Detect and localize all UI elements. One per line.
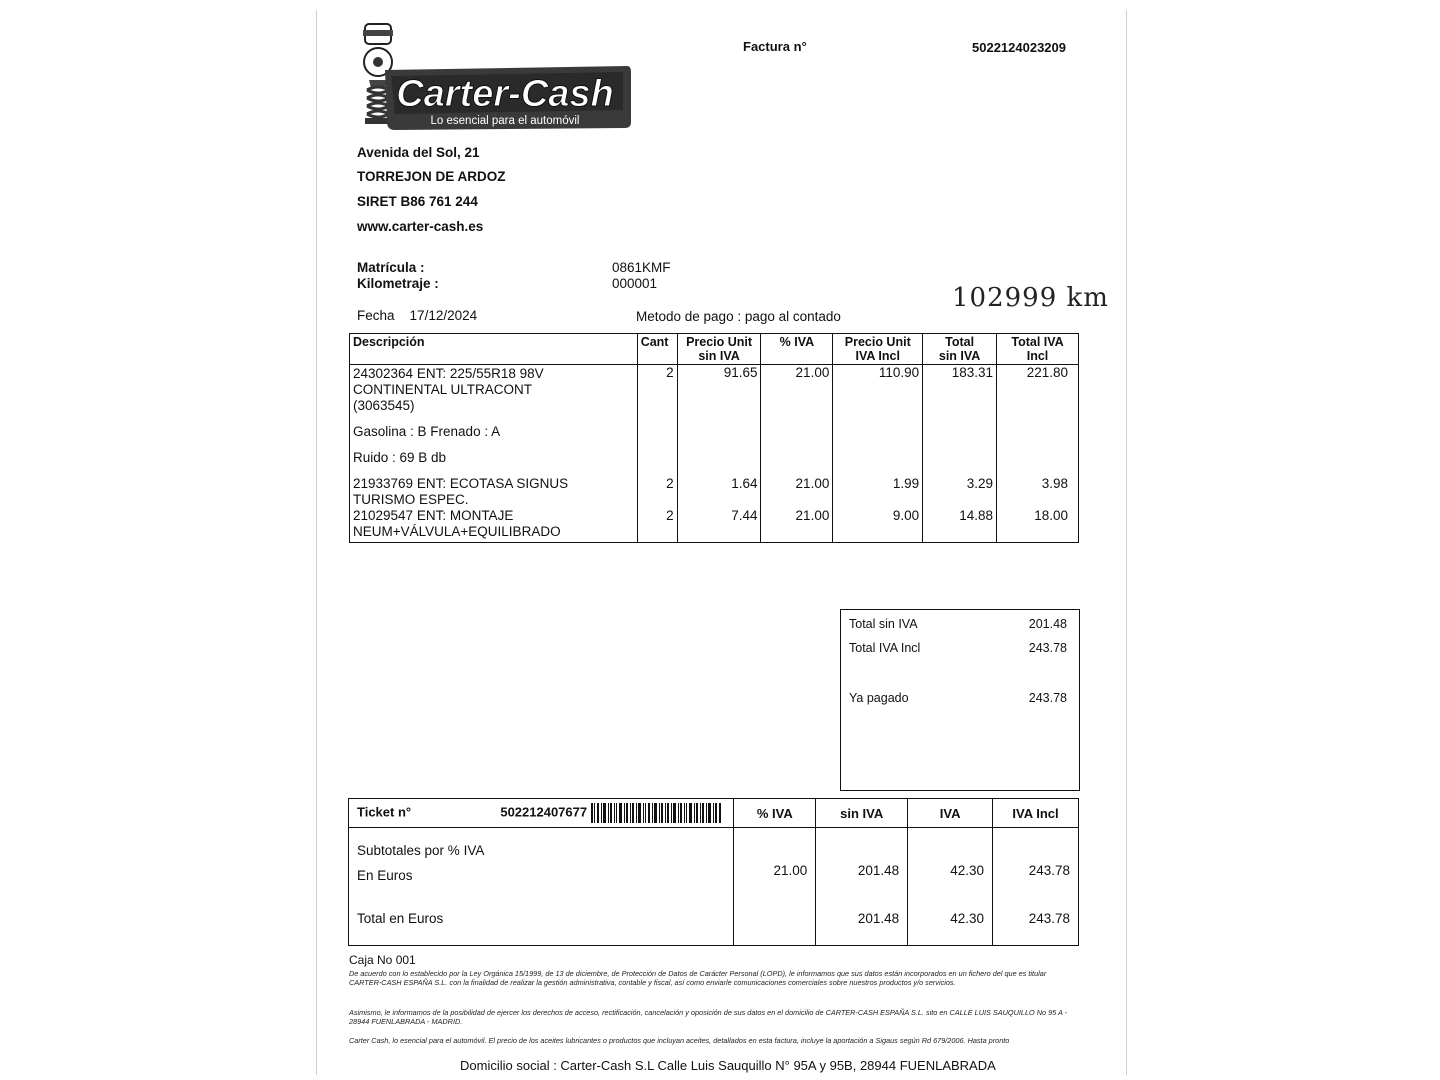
- paid-row: [849, 691, 1067, 705]
- invoice-number-label: Factura n°: [743, 39, 807, 54]
- total-inc-row: [849, 641, 1067, 655]
- company-city: TORREJON DE ARDOZ: [357, 169, 506, 184]
- total-ex-label: Total sin IVA: [849, 617, 918, 631]
- item-qty: 2: [637, 365, 677, 477]
- total-ex-row: [849, 617, 1067, 631]
- col-desc: Descripción: [350, 334, 638, 365]
- invoice-number: 5022124023209: [972, 40, 1066, 55]
- item-line: 21933769 ENT: ECOTASA SIGNUS: [353, 476, 569, 491]
- total-ex-value: 201.48: [1028, 617, 1067, 631]
- col-total-inc: Total IVA Incl: [997, 334, 1079, 365]
- item-unit-inc: 110.90: [833, 365, 923, 477]
- registered-office: Domicilio social : Carter-Cash S.L Calle Luis Sauquillo N° 95A y 95B, 28944 FUENLABRADA: [460, 1058, 996, 1073]
- item-line: 21029547 ENT: MONTAJE: [353, 508, 514, 523]
- item-vat: 21.00: [761, 508, 833, 543]
- page-edge-right: [1126, 10, 1127, 1075]
- svg-text:Carter-Cash: Carter-Cash: [396, 73, 614, 115]
- ticket-number: 502212407677: [500, 804, 588, 820]
- euros-rate: 21.00: [734, 828, 816, 911]
- legal-paragraph: Carter Cash, lo esencial para el automóvil. El precio de los aceites lubricantes o productos que incluyan aceites, detallados en esta factura, incluye la aportación a Sigaus según Rd 679/2006. Hasta pronto: [349, 1036, 1010, 1045]
- vat-header-row: [349, 799, 1079, 828]
- item-total-ex: 183.31: [923, 365, 997, 477]
- total-euros-ex: 201.48: [816, 911, 908, 946]
- legal-paragraph: De acuerdo con lo establecido por la Ley Orgánica 15/1999, de 13 de diciembre, de Protección de Datos de Carácter Personal (LOPD), le informamos que sus datos están incorporados en un fichero del que es titular CARTER-CASH ESPAÑA S.L. con la finalidad de realizar la gestión administrativa, contable y fiscal, así como enviarle comunicaciones comerciales sobre nuestros productos y/o servicios.: [349, 969, 1047, 987]
- item-line: TURISMO ESPEC.: [353, 492, 469, 507]
- table-row: [350, 508, 1079, 543]
- items-table: [349, 333, 1079, 543]
- item-line: Gasolina : B Frenado : A: [353, 424, 501, 439]
- plate-value: 0861KMF: [612, 260, 671, 275]
- company-website: www.carter-cash.es: [357, 219, 484, 234]
- subtotals-label: Subtotales por % IVA: [357, 843, 485, 858]
- item-vat: 21.00: [761, 365, 833, 477]
- euros-label: En Euros: [357, 868, 413, 883]
- total-euros-inc: 243.78: [993, 911, 1079, 946]
- euros-vat: 42.30: [908, 828, 993, 911]
- paid-value: 243.78: [1028, 691, 1067, 705]
- km-value: 000001: [612, 276, 658, 291]
- item-unit-ex: 1.64: [677, 476, 761, 508]
- page-edge-left: [316, 10, 317, 1075]
- euros-ex: 201.48: [816, 828, 908, 911]
- total-inc-label: Total IVA Incl: [849, 641, 921, 655]
- col-unit-inc: Precio Unit IVA Incl: [833, 334, 923, 365]
- legal-paragraph: Asimismo, le informamos de la posibilidad de ejercer los derechos de acceso, rectificación, cancelación y oposición de sus datos en el domicilio de CARTER-CASH ESPAÑA S.L. sito en CALLE LUIS SAUQUILLO No 95 A - 28944 FUENLABRADA - MADRID.: [349, 1008, 1067, 1026]
- total-euros-vat: 42.30: [908, 911, 993, 946]
- totals-box: [840, 609, 1080, 791]
- paid-label: Ya pagado: [849, 691, 909, 705]
- vat-body-row: [349, 828, 1079, 911]
- item-line: NEUM+VÁLVULA+EQUILIBRADO: [353, 524, 561, 539]
- item-qty: 2: [637, 476, 677, 508]
- euros-inc: 243.78: [993, 828, 1079, 911]
- item-total-inc: 221.80: [997, 365, 1079, 477]
- table-row: [350, 476, 1079, 508]
- ticket-label: Ticket n°: [357, 804, 412, 820]
- total-euros-label: Total en Euros: [349, 911, 734, 946]
- col-unit-ex: Precio Unit sin IVA: [677, 334, 761, 365]
- total-inc-value: 243.78: [1028, 641, 1067, 655]
- items-header-row: [350, 334, 1079, 365]
- item-line: (3063545): [353, 398, 415, 413]
- item-unit-ex: 7.44: [677, 508, 761, 543]
- carter-cash-logo: [355, 18, 635, 136]
- barcode-icon: [591, 803, 721, 823]
- item-unit-inc: 9.00: [833, 508, 923, 543]
- svg-text:Lo esencial para el automóvil: Lo esencial para el automóvil: [430, 115, 580, 127]
- company-address: Avenida del Sol, 21: [357, 145, 480, 160]
- item-total-inc: 3.98: [997, 476, 1079, 508]
- vat-col-inc: IVA Incl: [993, 799, 1079, 828]
- handwritten-km: 102999 km: [952, 283, 1109, 313]
- company-siret: SIRET B86 761 244: [357, 194, 478, 209]
- km-label: Kilometraje :: [357, 276, 439, 291]
- vat-total-row: [349, 911, 1079, 946]
- date-value: 17/12/2024: [409, 308, 478, 323]
- vat-col-vat: IVA: [908, 799, 993, 828]
- vat-summary-table: [348, 798, 1079, 946]
- plate-label: Matrícula :: [357, 260, 425, 275]
- col-qty: Cant: [637, 334, 677, 365]
- col-vat: % IVA: [761, 334, 833, 365]
- table-row: [350, 365, 1079, 477]
- item-line: Ruido : 69 B db: [353, 450, 447, 465]
- ticket-cell: [349, 799, 734, 828]
- vat-col-rate: % IVA: [734, 799, 816, 828]
- item-line: 24302364 ENT: 225/55R18 98V: [353, 366, 544, 381]
- payment-method: Metodo de pago : pago al contado: [636, 309, 841, 324]
- item-line: CONTINENTAL ULTRACONT: [353, 382, 533, 397]
- item-unit-inc: 1.99: [833, 476, 923, 508]
- item-unit-ex: 91.65: [677, 365, 761, 477]
- item-qty: 2: [637, 508, 677, 543]
- item-vat: 21.00: [761, 476, 833, 508]
- item-total-inc: 18.00: [997, 508, 1079, 543]
- date-label: Fecha: [357, 308, 395, 323]
- item-total-ex: 3.29: [923, 476, 997, 508]
- item-total-ex: 14.88: [923, 508, 997, 543]
- col-total-ex: Total sin IVA: [923, 334, 997, 365]
- vat-col-ex: sin IVA: [816, 799, 908, 828]
- caja-label: Caja No 001: [349, 953, 416, 967]
- date-row: [357, 308, 477, 323]
